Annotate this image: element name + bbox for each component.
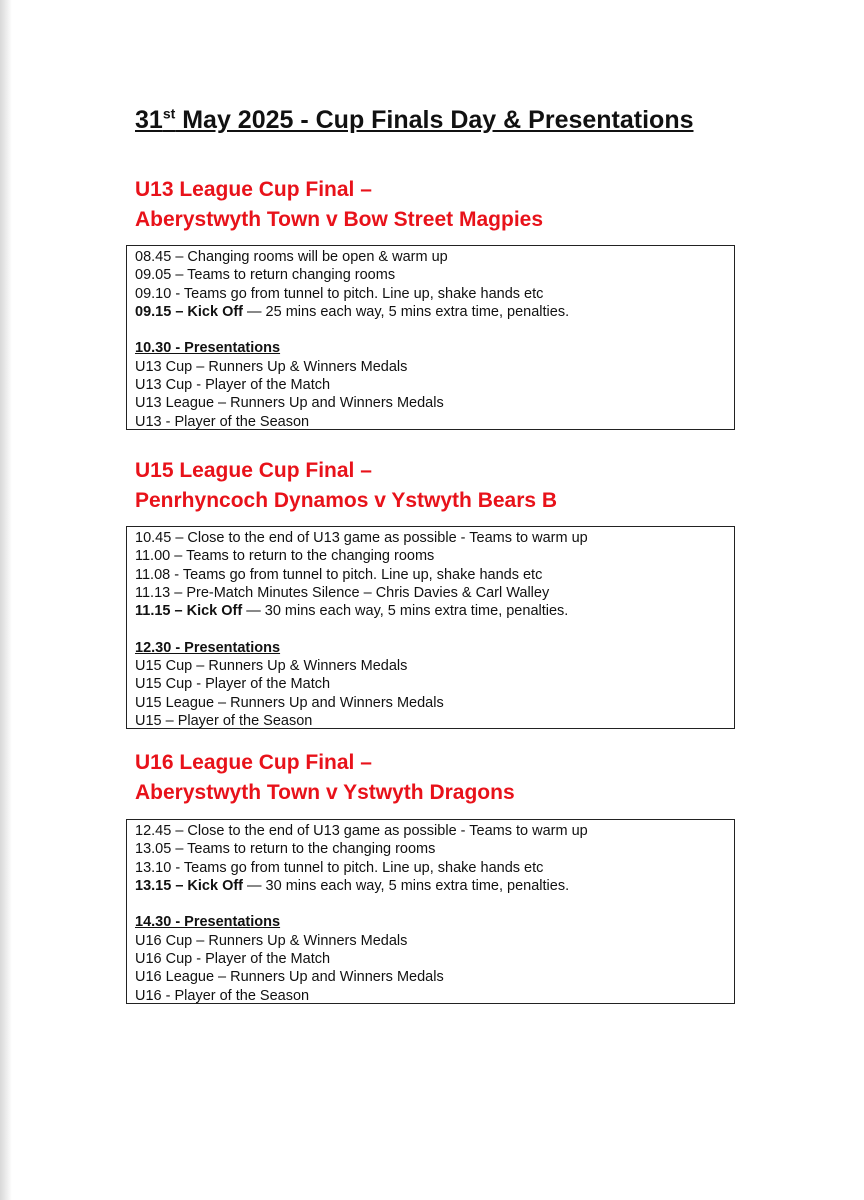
title-date-day: 31 [135, 106, 163, 134]
schedule-box-u16 [126, 819, 735, 1004]
schedule-item: 12.45 – Close to the end of U13 game as possible - Teams to warm up [135, 823, 588, 839]
title-text: May 2025 - Cup Finals Day & Presentations [175, 106, 694, 134]
schedule-box-u13 [126, 245, 735, 430]
page-edge [0, 0, 12, 1200]
kickoff-line [135, 303, 726, 321]
page-title [135, 106, 694, 135]
schedule-item: 10.45 – Close to the end of U13 game as possible - Teams to warm up [135, 530, 588, 546]
kickoff-time: 13.15 – Kick Off [135, 877, 243, 894]
presentations-heading: 10.30 - Presentations [135, 340, 281, 357]
section-title-line-1: U13 League Cup Final – [135, 178, 372, 201]
presentations-heading: 14.30 - Presentations [135, 914, 281, 931]
section-title-line-1: U15 League Cup Final – [135, 459, 372, 482]
section-title-u15 [135, 456, 557, 516]
presentation-item: U13 League – Runners Up and Winners Medals [135, 395, 444, 412]
presentations-heading: 12.30 - Presentations [135, 639, 281, 656]
schedule-item: 09.05 – Teams to return changing rooms [135, 267, 396, 284]
title-date-suffix: st [162, 105, 176, 122]
kickoff-details: — 30 mins each way, 5 mins extra time, penalties. [243, 877, 570, 894]
kickoff-details: — 25 mins each way, 5 mins extra time, penalties. [243, 303, 570, 320]
kickoff-time: 09.15 – Kick Off [135, 303, 243, 320]
presentation-item: U15 Cup – Runners Up & Winners Medals [135, 658, 408, 675]
document-page [12, 0, 864, 1200]
presentation-item: U15 Cup - Player of the Match [135, 676, 331, 693]
kickoff-details: — 30 mins each way, 5 mins extra time, penalties. [242, 603, 569, 620]
schedule-item: 08.45 – Changing rooms will be open & warm up [135, 249, 448, 265]
section-title-u13 [135, 175, 543, 235]
presentation-item: U13 Cup – Runners Up & Winners Medals [135, 358, 408, 375]
section-title-line-1: U16 League Cup Final – [135, 751, 372, 774]
section-title-u16 [135, 748, 515, 808]
schedule-item: 13.05 – Teams to return to the changing rooms [135, 841, 436, 858]
presentation-item: U15 – Player of the Season [135, 712, 313, 729]
presentation-item: U15 League – Runners Up and Winners Medals [135, 694, 444, 711]
presentation-item: U16 Cup - Player of the Match [135, 951, 331, 968]
presentation-item: U13 - Player of the Season [135, 413, 310, 430]
presentation-item: U16 Cup – Runners Up & Winners Medals [135, 932, 408, 949]
section-title-line-2: Aberystwyth Town v Bow Street Magpies [135, 208, 544, 231]
section-title-line-2: Aberystwyth Town v Ystwyth Dragons [135, 781, 515, 804]
kickoff-time: 11.15 – Kick Off [135, 603, 243, 620]
schedule-item: 13.10 - Teams go from tunnel to pitch. Line up, shake hands etc [135, 859, 544, 876]
presentation-item: U13 Cup - Player of the Match [135, 377, 331, 394]
schedule-item: 11.13 – Pre-Match Minutes Silence – Chris Davies & Carl Walley [135, 584, 550, 601]
schedule-box-u15 [126, 526, 735, 729]
kickoff-line [135, 877, 726, 895]
presentation-item: U16 - Player of the Season [135, 987, 310, 1004]
kickoff-line [135, 602, 726, 620]
schedule-item: 09.10 - Teams go from tunnel to pitch. Line up, shake hands etc [135, 285, 544, 302]
schedule-item: 11.08 - Teams go from tunnel to pitch. Line up, shake hands etc [135, 566, 543, 583]
presentation-item: U16 League – Runners Up and Winners Medals [135, 969, 444, 986]
schedule-item: 11.00 – Teams to return to the changing rooms [135, 548, 435, 565]
section-title-line-2: Penrhyncoch Dynamos v Ystwyth Bears B [135, 489, 558, 512]
